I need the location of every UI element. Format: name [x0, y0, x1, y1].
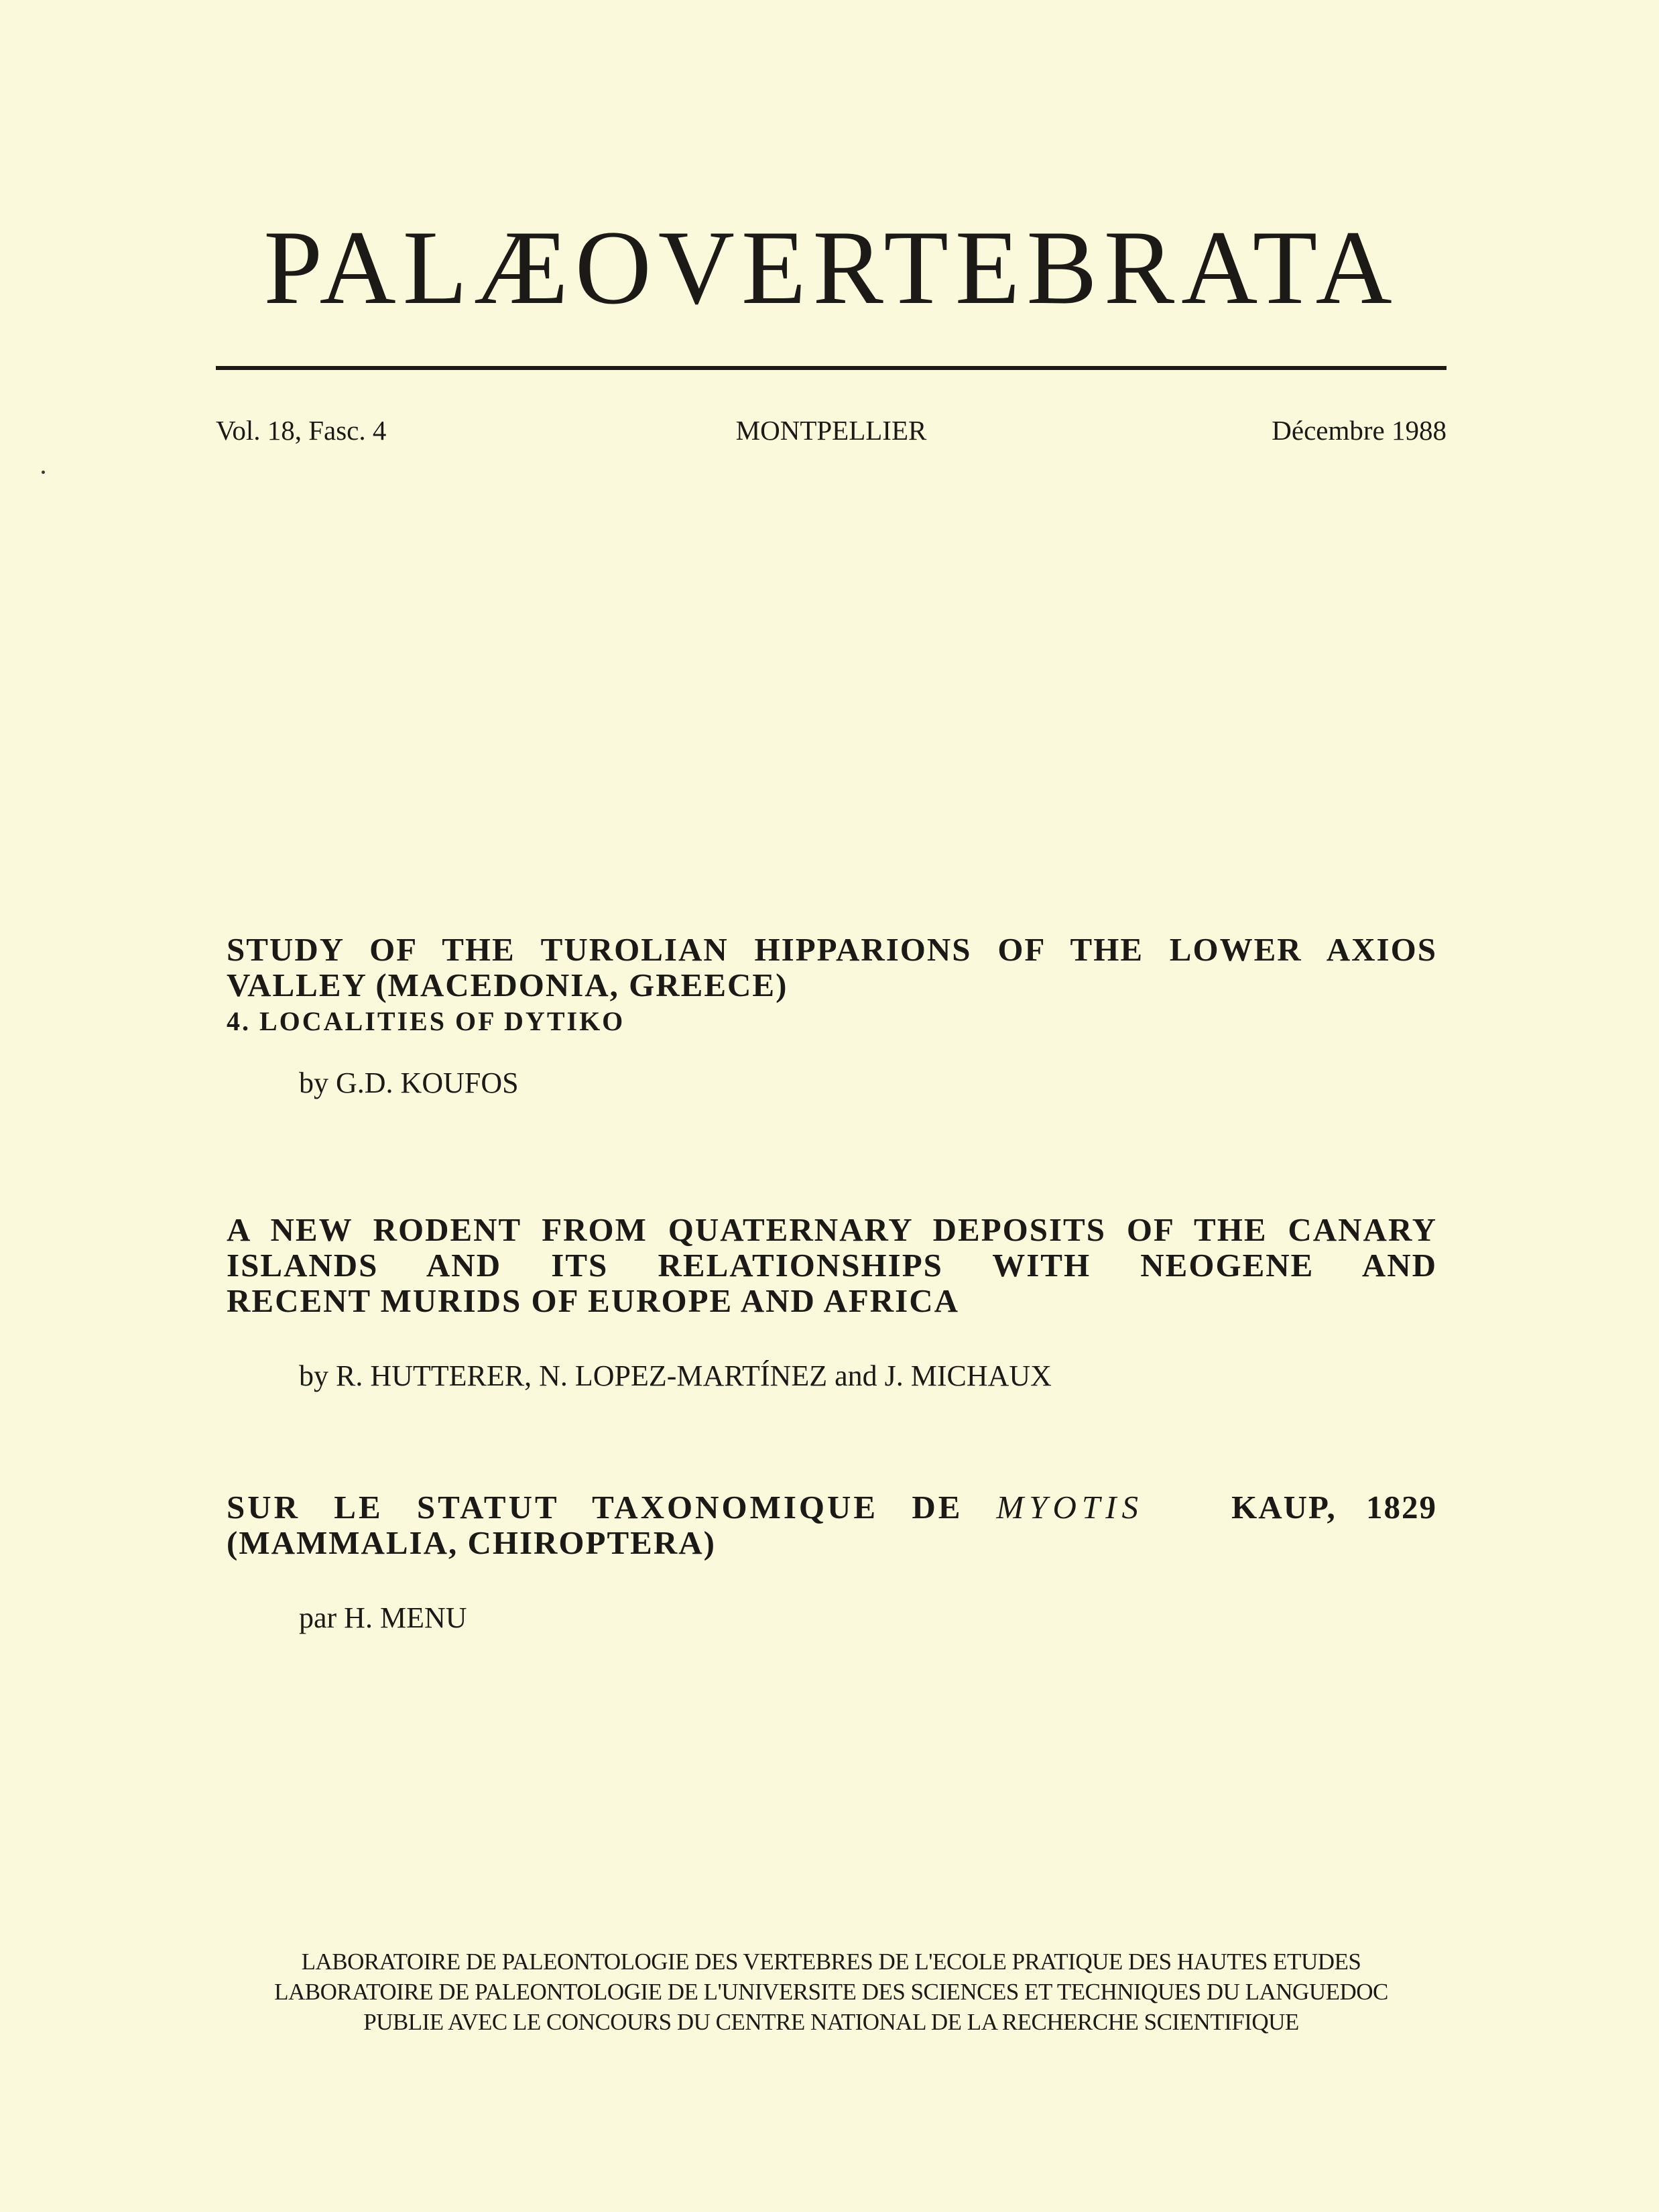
- footer-line: LABORATOIRE DE PALEONTOLOGIE DE L'UNIVERSITE DES SCIENCES ET TECHNIQUES DU LANGUEDOC: [274, 1979, 1388, 2005]
- article-title: [227, 1489, 1437, 1560]
- article-title-line: RECENT MURIDS OF EUROPE AND AFRICA: [227, 1282, 960, 1319]
- paper-speck: [42, 471, 45, 474]
- publication-city: MONTPELLIER: [735, 415, 927, 446]
- article-byline: par H. MENU: [299, 1601, 467, 1634]
- taxon-name: MYOTIS: [996, 1489, 1144, 1526]
- article-byline: by G.D. KOUFOS: [299, 1066, 519, 1099]
- article-title-line: ISLANDS AND ITS RELATIONSHIPS WITH NEOGENE AND: [227, 1247, 1437, 1284]
- title-text: SUR LE STATUT TAXONOMIQUE DE: [227, 1489, 963, 1526]
- article-title: [227, 1212, 1437, 1318]
- journal-title: PALÆOVERTEBRATA: [263, 209, 1399, 326]
- article-title-line: STUDY OF THE TUROLIAN HIPPARIONS OF THE LOWER AXIOS: [227, 931, 1437, 968]
- article-title: [227, 932, 1437, 1003]
- title-taxon: [996, 1489, 1437, 1525]
- article-3: [227, 1489, 1437, 1637]
- article-1: [227, 932, 1437, 1102]
- issue-info: [216, 410, 1447, 450]
- article-title-line: [227, 1489, 1437, 1525]
- article-2: [227, 1212, 1437, 1395]
- footer-line: PUBLIE AVEC LE CONCOURS DU CENTRE NATIONAL DE LA RECHERCHE SCIENTIFIQUE: [363, 2009, 1299, 2035]
- footer-line: LABORATOIRE DE PALEONTOLOGIE DES VERTEBRES DE L'ECOLE PRATIQUE DES HAUTES ETUDES: [301, 1949, 1361, 1975]
- article-title-line: A NEW RODENT FROM QUATERNARY DEPOSITS OF THE CANARY: [227, 1211, 1437, 1248]
- article-subtitle: 4. LOCALITIES OF DYTIKO: [227, 1006, 625, 1036]
- article-byline: by R. HUTTERER, N. LOPEZ-MARTÍNEZ and J. MICHAUX: [299, 1359, 1052, 1392]
- article-title-line: VALLEY (MACEDONIA, GREECE): [227, 967, 788, 1003]
- title-rule: [216, 366, 1447, 370]
- publisher-footer: [216, 1947, 1447, 2037]
- publication-date: Décembre 1988: [1272, 415, 1447, 446]
- taxon-authority: KAUP, 1829: [1231, 1489, 1437, 1526]
- article-title-line: (MAMMALIA, CHIROPTERA): [227, 1524, 716, 1561]
- volume-number: Vol. 18, Fasc. 4: [216, 415, 387, 446]
